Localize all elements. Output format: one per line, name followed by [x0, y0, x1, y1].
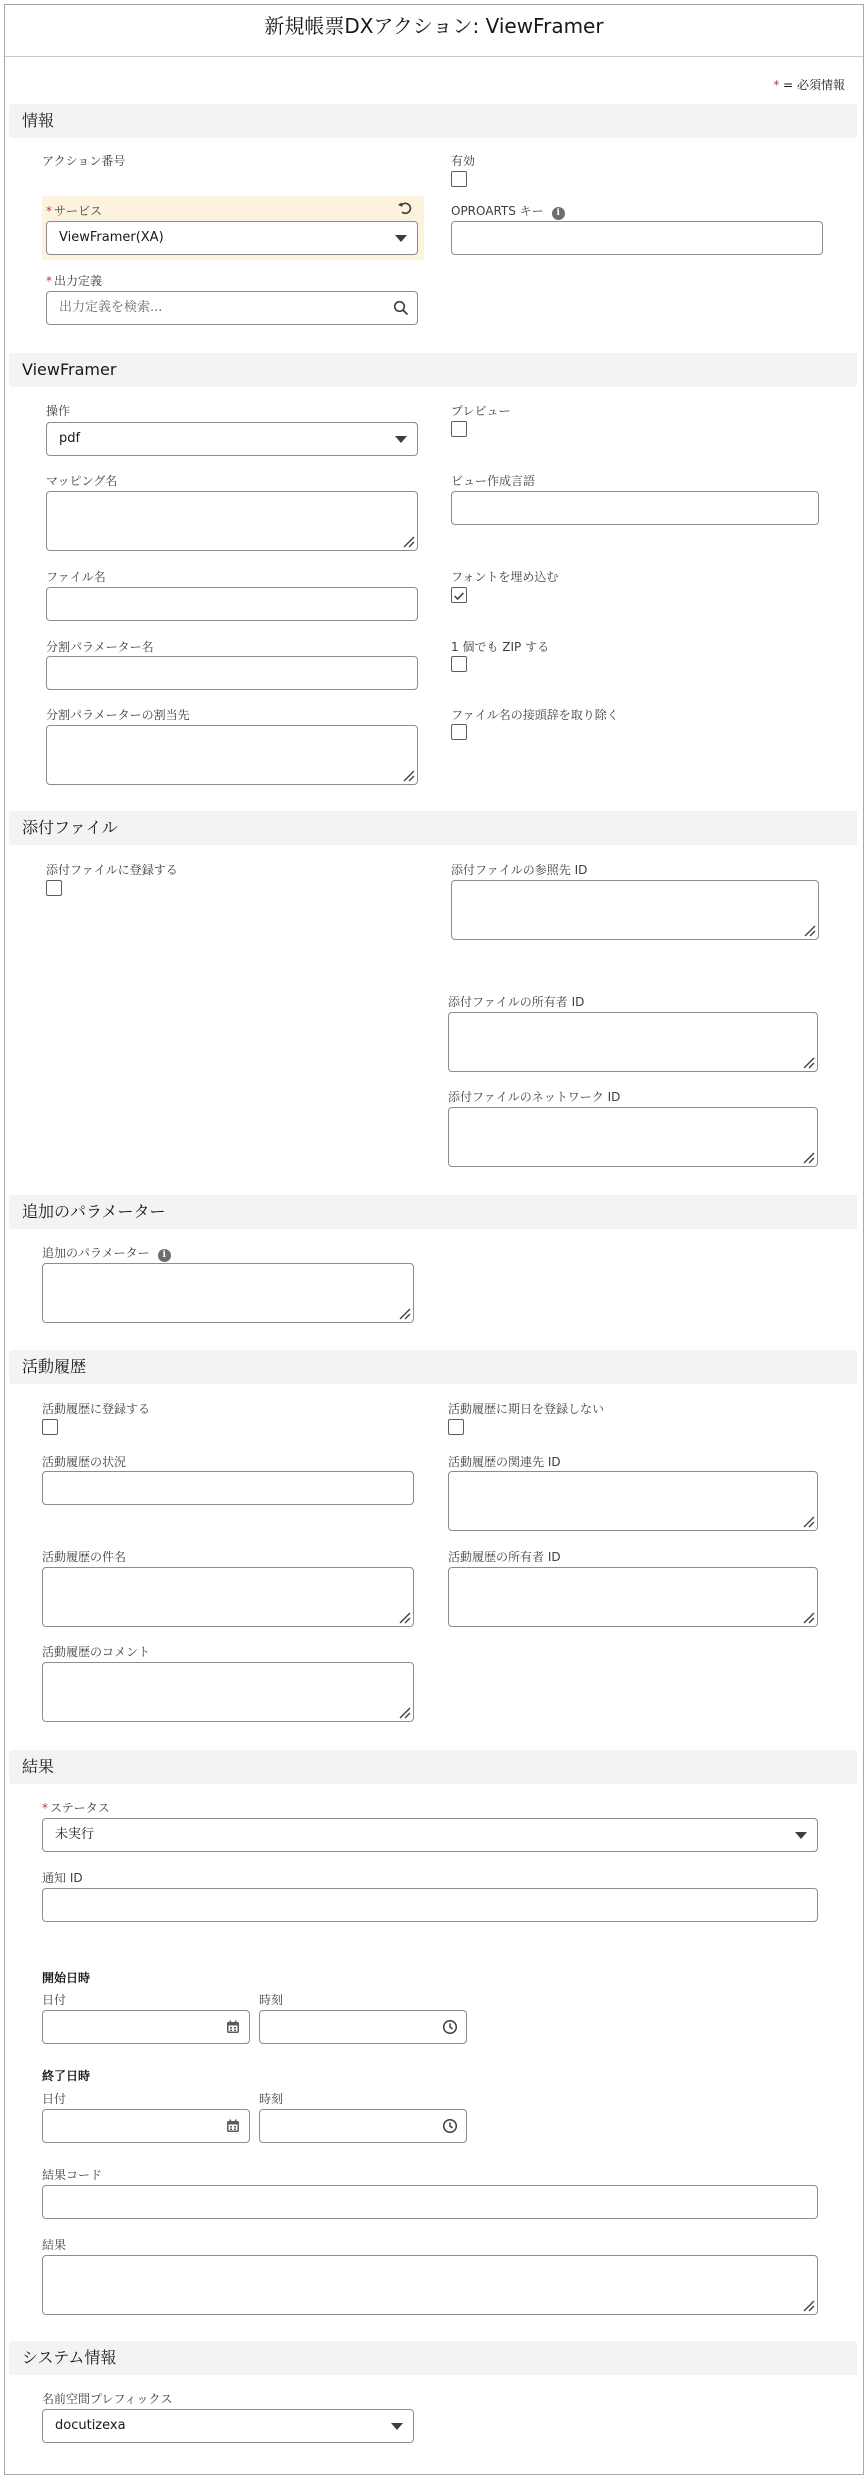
section-result-header[interactable]: 結果 [9, 1750, 857, 1784]
activity-register-label: 活動履歴に登録する [42, 1402, 151, 1416]
required-marker: * [46, 204, 52, 218]
resize-grip-icon[interactable] [801, 1055, 815, 1069]
zip-label: 1 個でも ZIP する [451, 640, 550, 654]
section-attachment-header[interactable]: 添付ファイル [9, 811, 857, 845]
required-star: * [773, 78, 780, 92]
embed-font-label: フォントを埋め込む [451, 570, 559, 584]
preview-label: プレビュー [451, 404, 511, 418]
attach-network-id-label: 添付ファイルのネットワーク ID [448, 1090, 621, 1104]
section-params-header[interactable]: 追加のパラメーター [9, 1195, 857, 1229]
start-datetime-label: 開始日時 [42, 1971, 91, 1985]
notify-id-label: 通知 ID [42, 1871, 83, 1885]
service-select[interactable] [46, 221, 418, 255]
result-code-input[interactable] [42, 2185, 818, 2219]
resize-grip-icon[interactable] [801, 1514, 815, 1528]
action-number-label: アクション番号 [42, 154, 126, 168]
opro-key-label-text: OPROARTS キー [451, 204, 544, 218]
operation-select[interactable] [46, 422, 418, 456]
attach-owner-id-textarea[interactable] [448, 1012, 818, 1072]
start-time-label: 時刻 [259, 1993, 284, 2007]
activity-comment-textarea[interactable] [42, 1662, 414, 1722]
calendar-icon[interactable] [225, 2118, 241, 2134]
output-def-search-input[interactable] [46, 291, 418, 325]
section-viewframer-header[interactable]: ViewFramer [9, 353, 857, 387]
opro-key-input[interactable] [451, 221, 823, 255]
params-textarea[interactable] [42, 1263, 414, 1323]
undo-icon[interactable] [397, 200, 413, 216]
activity-owner-id-textarea[interactable] [448, 1567, 818, 1627]
remove-prefix-label: ファイル名の接頭辞を取り除く [451, 708, 619, 722]
mapping-label: マッピング名 [46, 474, 118, 488]
resize-grip-icon[interactable] [802, 923, 816, 937]
end-date-input[interactable] [42, 2109, 250, 2143]
end-datetime-label: 終了日時 [42, 2069, 91, 2083]
result-textarea[interactable] [42, 2255, 818, 2315]
service-label-text: サービス [54, 204, 103, 218]
chevron-down-icon [391, 2423, 403, 2430]
activity-owner-id-label: 活動履歴の所有者 ID [448, 1550, 561, 1564]
section-activity-header[interactable]: 活動履歴 [9, 1350, 857, 1384]
resize-grip-icon[interactable] [401, 534, 415, 548]
result-status-label-text: ステータス [50, 1801, 110, 1815]
result-status-label [42, 1799, 110, 1816]
info-icon[interactable]: i [552, 207, 565, 220]
result-code-label: 結果コード [42, 2168, 103, 2182]
ns-prefix-label: 名前空間プレフィックス [42, 2392, 173, 2406]
file-name-label: ファイル名 [46, 570, 106, 584]
calendar-icon[interactable] [225, 2019, 241, 2035]
view-lang-label: ビュー作成言語 [451, 474, 536, 488]
page-title: 新規帳票DXアクション: ViewFramer [264, 14, 604, 38]
active-checkbox[interactable] [451, 171, 467, 187]
result-label: 結果 [42, 2238, 67, 2252]
resize-grip-icon[interactable] [401, 768, 415, 782]
info-icon[interactable]: i [158, 1249, 171, 1262]
split-assign-label: 分割パラメーターの割当先 [46, 708, 190, 722]
attach-ref-id-textarea[interactable] [451, 880, 819, 940]
activity-status-input[interactable] [42, 1471, 414, 1505]
start-date-label: 日付 [42, 1993, 67, 2007]
start-date-input[interactable] [42, 2010, 250, 2044]
activity-comment-label: 活動履歴のコメント [42, 1645, 151, 1659]
attach-register-checkbox[interactable] [46, 880, 62, 896]
result-status-select[interactable] [42, 1818, 818, 1852]
resize-grip-icon[interactable] [801, 2298, 815, 2312]
title-divider [5, 56, 863, 57]
required-marker: * [46, 274, 52, 288]
activity-subject-textarea[interactable] [42, 1567, 414, 1627]
activity-related-id-label: 活動履歴の関連先 ID [448, 1455, 561, 1469]
activity-subject-label: 活動履歴の件名 [42, 1550, 127, 1564]
mapping-textarea[interactable] [46, 491, 418, 551]
required-legend [773, 76, 845, 93]
notify-id-input[interactable] [42, 1888, 818, 1922]
end-date-label: 日付 [42, 2092, 67, 2106]
output-def-label [46, 272, 102, 289]
activity-no-due-label: 活動履歴に期日を登録しない [448, 1402, 605, 1416]
activity-no-due-checkbox[interactable] [448, 1419, 464, 1435]
output-def-placeholder: 出力定義を検索... [59, 300, 163, 315]
clock-icon[interactable] [442, 2019, 458, 2035]
zip-checkbox[interactable] [451, 656, 467, 672]
params-label-text: 追加のパラメーター [42, 1246, 150, 1260]
resize-grip-icon[interactable] [397, 1705, 411, 1719]
split-assign-textarea[interactable] [46, 725, 418, 785]
activity-related-id-textarea[interactable] [448, 1471, 818, 1531]
required-marker: * [42, 1801, 48, 1815]
preview-checkbox[interactable] [451, 421, 467, 437]
resize-grip-icon[interactable] [801, 1150, 815, 1164]
end-time-input[interactable] [259, 2109, 467, 2143]
resize-grip-icon[interactable] [801, 1610, 815, 1624]
operation-label: 操作 [46, 404, 71, 418]
service-select-value: ViewFramer(XA) [59, 230, 164, 245]
opro-key-label [451, 202, 565, 220]
search-icon [393, 300, 409, 316]
split-param-input[interactable] [46, 656, 418, 690]
end-time-label: 時刻 [259, 2092, 284, 2106]
result-status-value: 未実行 [55, 1827, 95, 1842]
resize-grip-icon[interactable] [397, 1610, 411, 1624]
activity-register-checkbox[interactable] [42, 1419, 58, 1435]
view-lang-input[interactable] [451, 491, 819, 525]
output-def-label-text: 出力定義 [54, 274, 103, 288]
activity-status-label: 活動履歴の状況 [42, 1455, 127, 1469]
ns-prefix-select[interactable] [42, 2409, 414, 2443]
section-info-header[interactable]: 情報 [9, 104, 857, 138]
attach-owner-id-label: 添付ファイルの所有者 ID [448, 995, 585, 1009]
clock-icon[interactable] [442, 2118, 458, 2134]
chevron-down-icon [795, 1832, 807, 1839]
attach-ref-id-label: 添付ファイルの参照先 ID [451, 863, 588, 877]
embed-font-checkbox[interactable] [451, 587, 467, 603]
remove-prefix-checkbox[interactable] [451, 724, 467, 740]
ns-prefix-value: docutizexa [55, 2418, 126, 2433]
service-label [46, 202, 102, 219]
attach-register-label: 添付ファイルに登録する [46, 863, 178, 877]
required-legend-text: = 必須情報 [779, 78, 845, 92]
params-label [42, 1244, 171, 1262]
resize-grip-icon[interactable] [397, 1306, 411, 1320]
attach-network-id-textarea[interactable] [448, 1107, 818, 1167]
checkmark-icon [452, 589, 466, 603]
active-label: 有効 [451, 154, 476, 168]
operation-select-value: pdf [59, 431, 81, 446]
section-system-header[interactable]: システム情報 [9, 2341, 857, 2375]
file-name-input[interactable] [46, 587, 418, 621]
split-param-label: 分割パラメーター名 [46, 640, 154, 654]
chevron-down-icon [395, 436, 407, 443]
start-time-input[interactable] [259, 2010, 467, 2044]
chevron-down-icon [395, 235, 407, 242]
